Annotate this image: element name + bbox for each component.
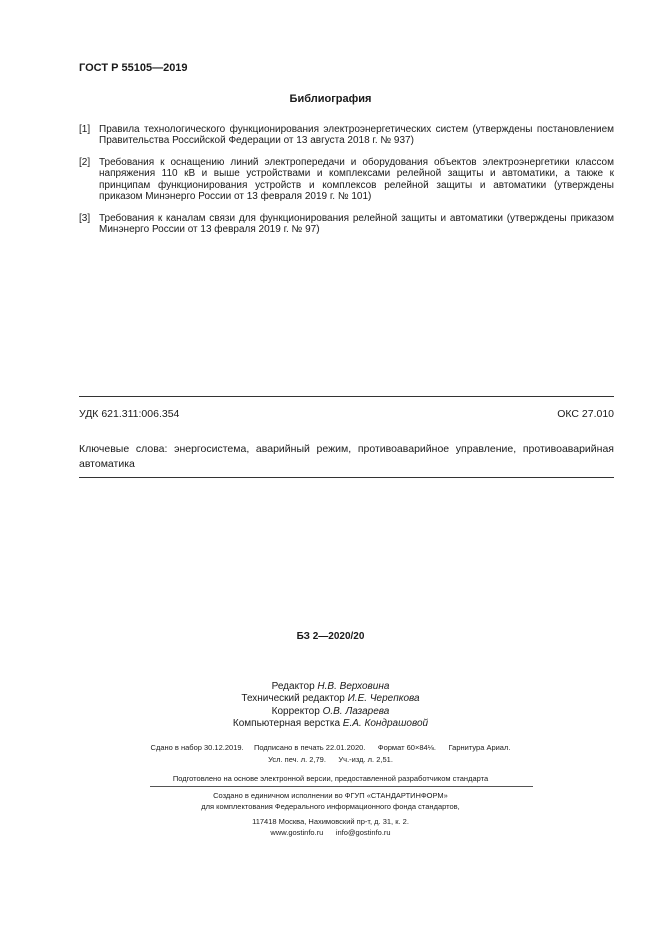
publisher-address: 117418 Москва, Нахимовский пр-т, д. 31, к. 2. [252, 817, 409, 826]
credit-layout: Компьютерная верстка Е.А. Кондрашовой [232, 718, 429, 730]
udc-code: УДК 621.311:006.354 [79, 408, 180, 420]
bibliography-item-text: Требования к каналам связи для функционирования релейной защиты и автоматики (утверждены приказом Минэнерго России от 13 февраля 2019 г. № 97) [99, 213, 614, 236]
credit-editor: Редактор Н.В. Верховина [271, 681, 390, 692]
divider [150, 786, 533, 787]
imprint-sheets: Усл. печ. л. 2,79. Уч.-изд. л. 2,51. [268, 755, 393, 764]
credit-tech-editor: Технический редактор И.Е. Черепкова [241, 693, 420, 705]
bibliography-item-number: [2] [79, 157, 91, 168]
imprint-print-data: Сдано в набор 30.12.2019. Подписано в печать 22.01.2020. Формат 60×84⅛. Гарнитура Ариал. [150, 743, 511, 752]
keywords: Ключевые слова: энергосистема, аварийный режим, противоаварийное управление, противоаварийная автоматика [79, 443, 614, 470]
bibliography-item [79, 213, 614, 236]
bibliography-title: Библиография [289, 93, 372, 105]
bibliography-item-number: [3] [79, 213, 91, 224]
divider [79, 477, 614, 478]
standard-header: ГОСТ Р 55105—2019 [79, 62, 188, 74]
publisher-created: Создано в единичном исполнении во ФГУП «СТАНДАРТИНФОРМ» [213, 791, 448, 800]
bibliography-item [79, 124, 614, 147]
bibliography-item [79, 157, 614, 203]
bibliography-item-number: [1] [79, 124, 91, 135]
bz-number: БЗ 2—2020/20 [296, 631, 365, 642]
oks-code: ОКС 27.010 [557, 408, 614, 420]
bibliography-item-text: Правила технологического функционирования электроэнергетических систем (утверждены постановлением Правительства Российской Федерации от 13 августа 2018 г. № 937) [99, 124, 614, 147]
bibliography-item-text: Требования к оснащению линий электропередачи и оборудования объектов электроэнергетики классом напряжения 110 кВ и выше устройствами и комплексами релейной защиты и автоматики, а также к принципам функционирования устройств и комплексов релейной защиты и автоматики (утверждены приказом Минэнерго России от 13 февраля 2019 г. № 101) [99, 157, 614, 203]
credits-block [0, 681, 661, 731]
publisher-web: www.gostinfo.ru info@gostinfo.ru [270, 828, 391, 837]
prepared-note: Подготовлено на основе электронной версии, предоставленной разработчиком стандарта [172, 774, 489, 783]
publisher-purpose: для комплектования Федерального информационного фонда стандартов, [201, 802, 460, 811]
credit-corrector: Корректор О.В. Лазарева [271, 705, 390, 717]
divider [79, 396, 614, 397]
